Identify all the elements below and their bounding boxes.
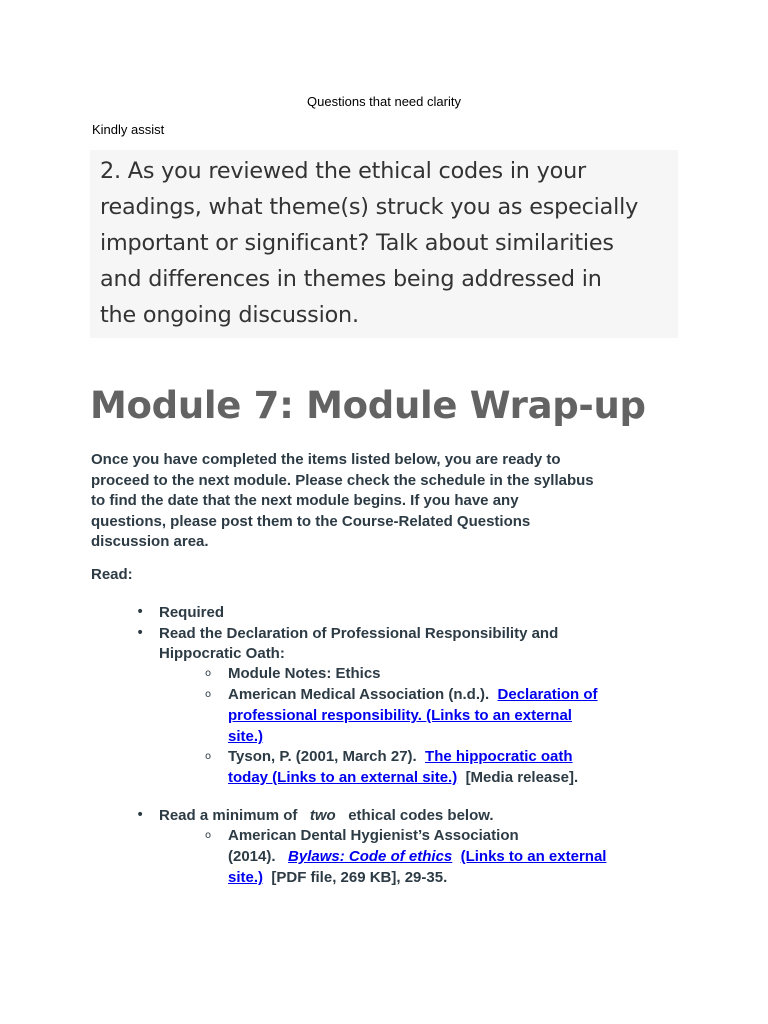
adha-year: (2014). [228, 848, 276, 865]
declaration-link-cont[interactable]: professional responsibility. (Links to an external [228, 707, 572, 724]
sub-item-ama-line2 [228, 706, 572, 727]
circle-marker: o [205, 830, 212, 841]
tyson-citation: Tyson, P. (2001, March 27). [228, 748, 417, 765]
circle-marker: o [205, 668, 212, 679]
intro-line: proceed to the next module. Please check the schedule in the syllabus [91, 471, 594, 489]
declaration-link[interactable]: Declaration of [497, 686, 598, 703]
circle-marker: o [205, 751, 212, 762]
circle-marker: o [205, 689, 212, 700]
bullet-declaration-line1: Read the Declaration of Professional Responsibility and [159, 625, 559, 642]
sub-item-ama [228, 685, 598, 706]
minimum-prefix: Read a minimum of [159, 807, 298, 824]
bullet-marker: • [136, 604, 145, 620]
sub-item-ama-line3 [228, 727, 263, 748]
intro-paragraph [91, 450, 691, 553]
intro-line: questions, please post them to the Course-Related Questions [91, 512, 531, 530]
sub-item-module-notes: Module Notes: Ethics [228, 665, 381, 682]
bylaws-code-of-ethics-link[interactable]: Bylaws: Code of ethics [288, 848, 453, 865]
sub-item-tyson-line2 [228, 768, 578, 789]
bylaws-link-end[interactable]: site.) [228, 869, 264, 886]
bullet-minimum-two [159, 806, 494, 827]
question-line: readings, what theme(s) struck you as especially [100, 194, 639, 220]
question-line: 2. As you reviewed the ethical codes in your [100, 158, 586, 184]
module-heading: Module 7: Module Wrap-up [90, 384, 646, 427]
question-line: important or significant? Talk about similarities [100, 230, 614, 256]
declaration-link-end[interactable]: site.) [228, 728, 264, 745]
document-title: Questions that need clarity [307, 94, 461, 109]
sub-item-adha-line2 [228, 847, 606, 868]
bullet-declaration-line2: Hippocratic Oath: [159, 645, 285, 662]
pdf-file-note: [PDF file, 269 KB], 29-35. [271, 869, 448, 886]
question-line: and differences in themes being addressed in [100, 266, 602, 292]
bullet-required: Required [159, 604, 225, 621]
intro-line: discussion area. [91, 533, 209, 551]
sub-item-tyson [228, 747, 573, 768]
sub-item-adha-line3 [228, 868, 447, 889]
sub-item-adha: American Dental Hygienist’s Association [228, 827, 519, 844]
question-text [100, 153, 675, 333]
question-line: the ongoing discussion. [100, 302, 359, 328]
read-label: Read: [91, 566, 133, 583]
bullet-marker: • [136, 625, 145, 641]
hippocratic-oath-link-cont[interactable]: today (Links to an external site.) [228, 769, 458, 786]
bullet-marker: • [136, 807, 145, 823]
media-release-note: [Media release]. [465, 769, 579, 786]
intro-line: Once you have completed the items listed below, you are ready to [91, 451, 561, 468]
minimum-emphasis: two [309, 807, 336, 824]
hippocratic-oath-link[interactable]: The hippocratic oath [425, 748, 573, 765]
ama-citation: American Medical Association (n.d.). [228, 686, 490, 703]
intro-line: to find the date that the next module begins. If you have any [91, 492, 519, 510]
kindly-assist-text: Kindly assist [92, 122, 165, 137]
minimum-suffix: ethical codes below. [348, 807, 494, 824]
bylaws-link-external[interactable]: (Links to an external [460, 848, 607, 865]
